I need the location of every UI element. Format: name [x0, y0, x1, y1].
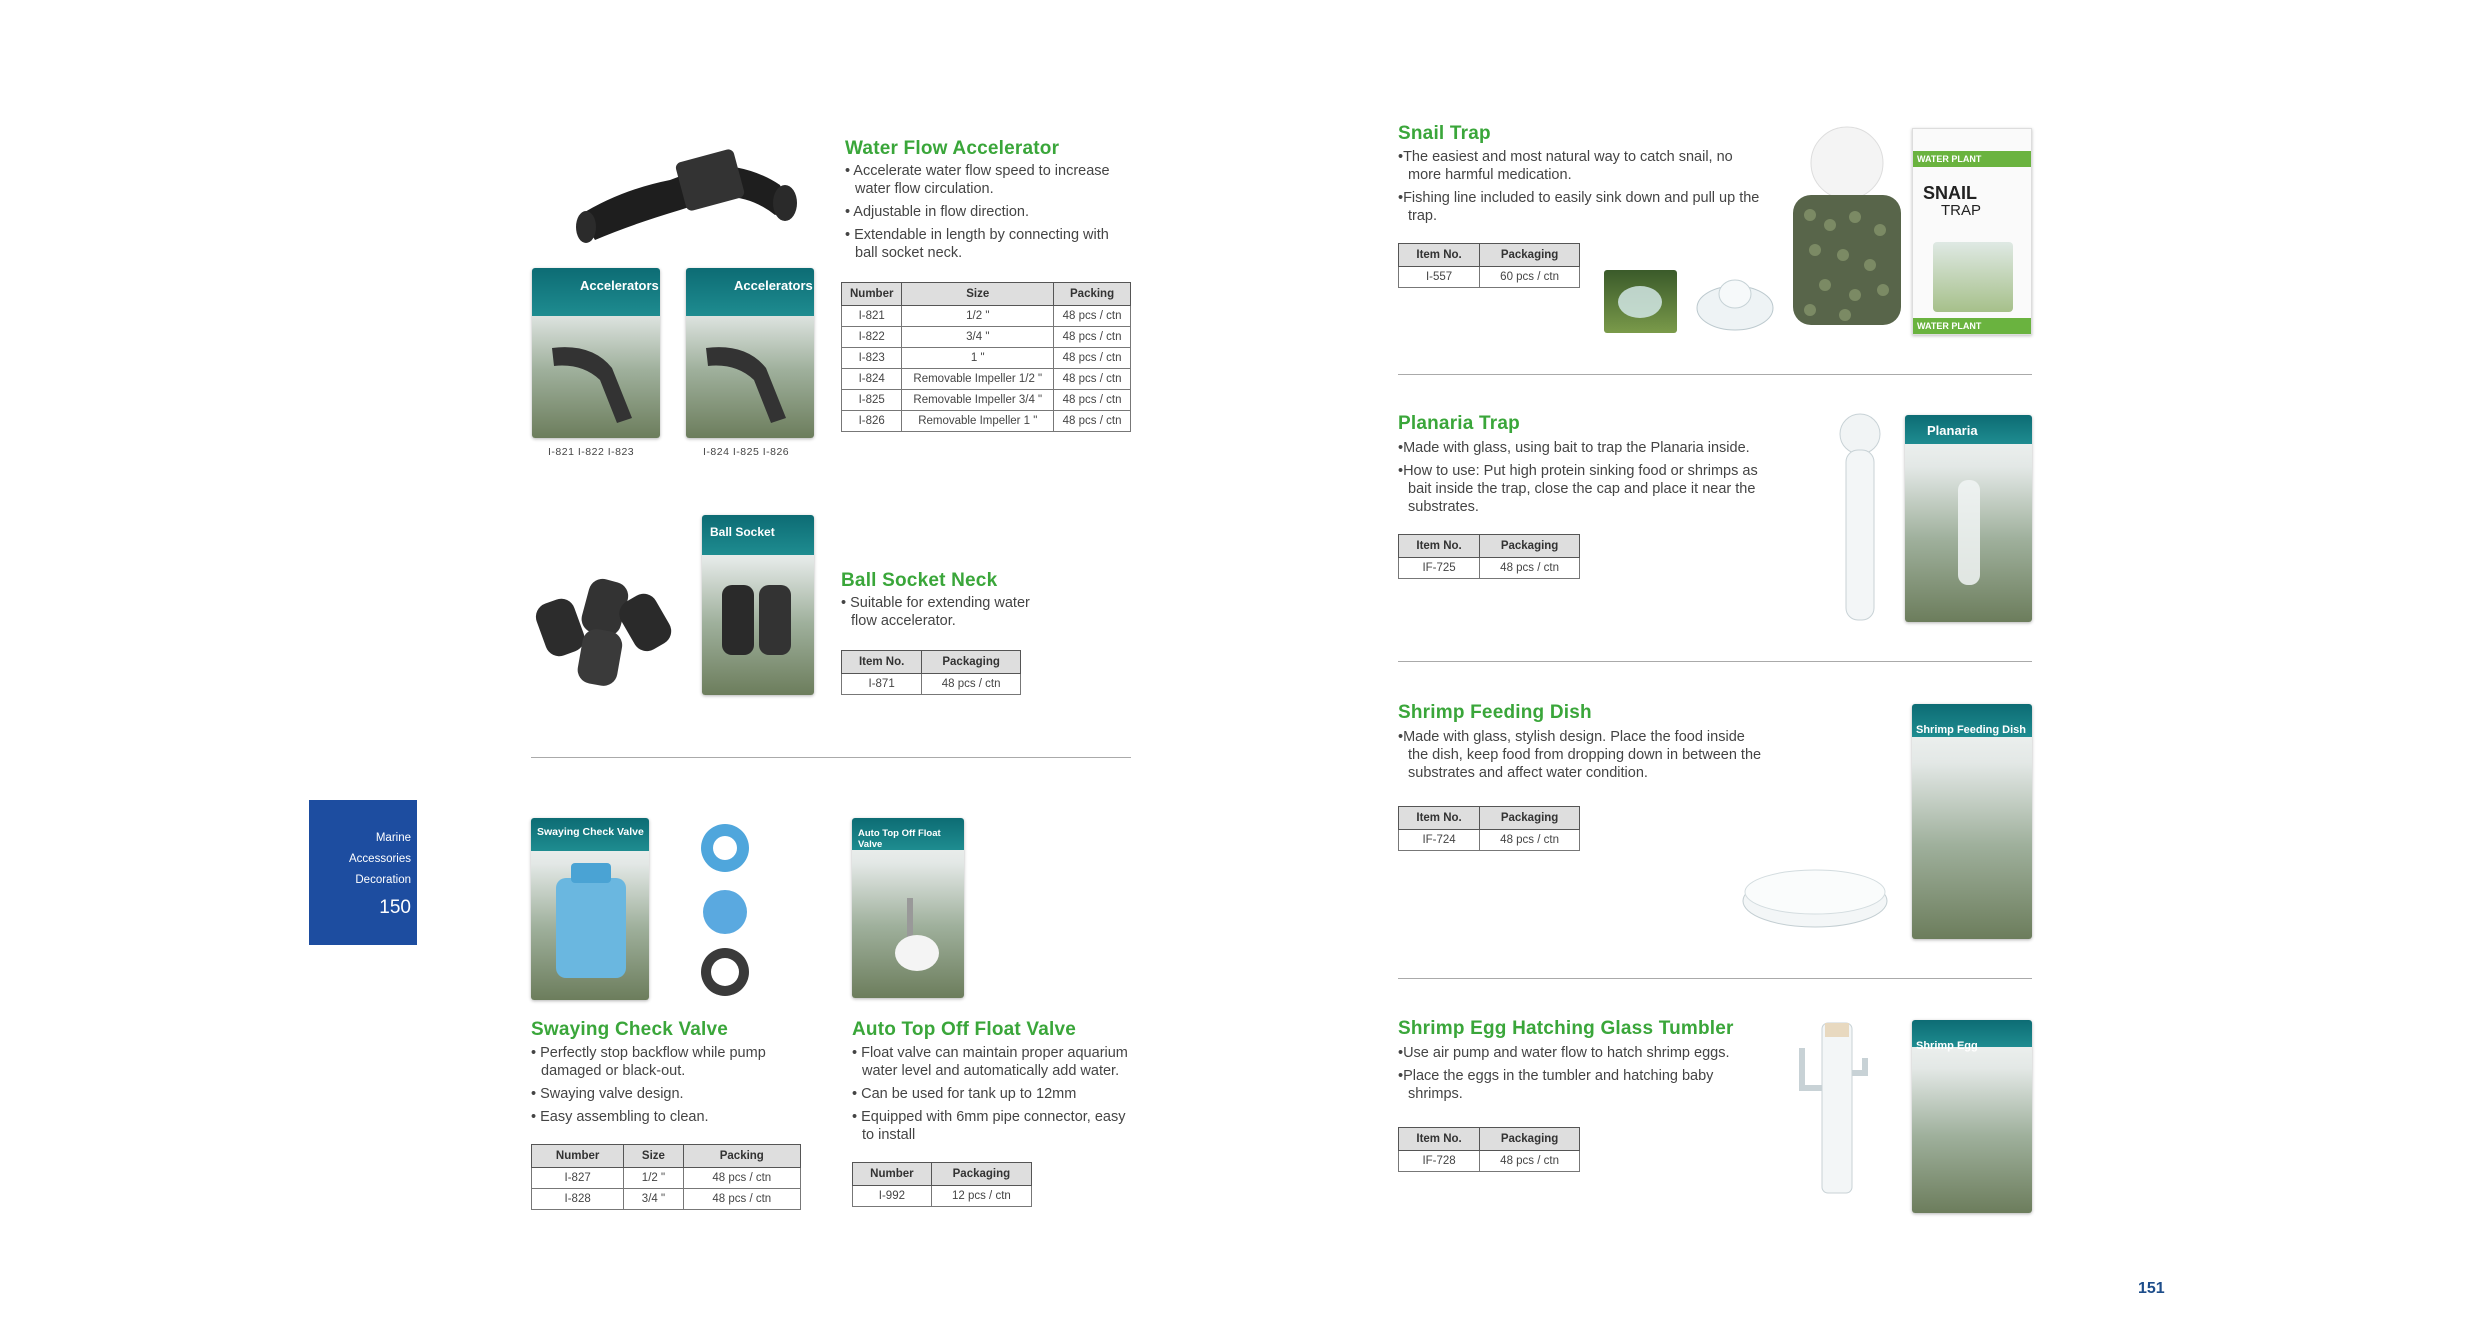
- table-cell: 1/2 ": [902, 306, 1054, 327]
- table-cell: IF-724: [1399, 830, 1480, 851]
- accelerator-package-1: [532, 268, 660, 438]
- table-header-cell: Packing: [1054, 283, 1131, 306]
- table-cell: I-827: [532, 1168, 624, 1189]
- table-cell: Removable Impeller 1 ": [902, 411, 1054, 432]
- section-side-tab: [309, 800, 417, 945]
- feeding-dish-package-label: Shrimp Feeding Dish: [1916, 724, 2027, 736]
- table-header-row: [842, 283, 1131, 306]
- page-number: 151: [2138, 1280, 2165, 1297]
- snail-box-label-2: TRAP: [1941, 202, 1982, 219]
- table-cell: I-825: [842, 390, 902, 411]
- table-row: [842, 674, 1021, 695]
- feeding-dish-bullets: [1398, 728, 1763, 787]
- table-cell: I-871: [842, 674, 922, 695]
- table-cell: I-823: [842, 348, 902, 369]
- feeding-dish-glass-image: [1740, 856, 1890, 931]
- auto-top-bullet: • Can be used for tank up to 12mm: [852, 1086, 1077, 1102]
- table-cell: 3/4 ": [624, 1189, 683, 1210]
- table-cell: 12 pcs / ctn: [931, 1186, 1031, 1207]
- water-flow-title: Water Flow Accelerator: [845, 138, 1060, 159]
- side-tab-line-1: Marine: [375, 832, 411, 844]
- table-row: [1399, 558, 1580, 579]
- planaria-trap-bullets: [1398, 439, 1758, 521]
- egg-tumbler-title: Shrimp Egg Hatching Glass Tumbler: [1398, 1018, 1734, 1039]
- auto-top-package: [852, 818, 964, 998]
- table-header-cell: Item No.: [1399, 535, 1480, 558]
- ball-socket-title: Ball Socket Neck: [841, 570, 998, 591]
- table-header-cell: Number: [842, 283, 902, 306]
- feeding-dish-bullet: •Made with glass, stylish design. Place the food inside the dish, keep food from dropping down in between the substrates and affect water condition.: [1398, 729, 1762, 781]
- swaying-valve-package-label: Swaying Check Valve: [537, 826, 644, 838]
- planaria-package-label: Planaria: [1927, 423, 1978, 438]
- table-header-cell: Item No.: [1399, 1128, 1480, 1151]
- table-row: [842, 390, 1131, 411]
- ball-socket-table: [841, 650, 1021, 695]
- table-row: [1399, 267, 1580, 288]
- table-row: [842, 306, 1131, 327]
- table-row: [842, 348, 1131, 369]
- ball-socket-bullets: [841, 594, 1031, 635]
- table-row: [853, 1186, 1032, 1207]
- table-header-cell: Number: [853, 1163, 932, 1186]
- table-cell: I-822: [842, 327, 902, 348]
- table-cell: 48 pcs / ctn: [1480, 558, 1580, 579]
- egg-tumbler-bullet: •Place the eggs in the tumbler and hatching baby shrimps.: [1398, 1068, 1714, 1102]
- egg-tumbler-package-label: Shrimp Egg: [1916, 1040, 1978, 1052]
- table-cell: I-828: [532, 1189, 624, 1210]
- auto-top-bullet: • Equipped with 6mm pipe connector, easy to install: [852, 1109, 1126, 1143]
- table-row: [842, 327, 1131, 348]
- table-cell: 48 pcs / ctn: [1054, 411, 1131, 432]
- table-cell: 48 pcs / ctn: [1054, 369, 1131, 390]
- side-tab-line-3: Decoration: [355, 874, 411, 886]
- auto-top-title: Auto Top Off Float Valve: [852, 1019, 1077, 1040]
- table-row: [1399, 1151, 1580, 1172]
- planaria-trap-table: [1398, 534, 1580, 579]
- table-cell: 48 pcs / ctn: [1054, 327, 1131, 348]
- table-header-row: [1399, 1128, 1580, 1151]
- table-header-cell: Size: [902, 283, 1054, 306]
- table-header-row: [1399, 244, 1580, 267]
- table-cell: 48 pcs / ctn: [1054, 348, 1131, 369]
- accelerator-caption-1: I-821 I-822 I-823: [548, 446, 635, 458]
- table-cell: I-826: [842, 411, 902, 432]
- accelerator-package-2-label: Accelerators: [734, 278, 813, 293]
- section-divider: [1398, 661, 2032, 662]
- accelerator-package-1-label: Accelerators: [580, 278, 659, 293]
- table-header-cell: Packaging: [922, 651, 1021, 674]
- ball-socket-product-image: [530, 570, 690, 700]
- snail-trap-title: Snail Trap: [1398, 123, 1491, 144]
- table-header-cell: Packaging: [1480, 535, 1580, 558]
- table-header-cell: Packaging: [1480, 244, 1580, 267]
- water-flow-bullets: [845, 162, 1135, 267]
- table-cell: Removable Impeller 1/2 ": [902, 369, 1054, 390]
- snail-trap-glass-image: [1690, 260, 1780, 340]
- table-cell: 48 pcs / ctn: [683, 1189, 800, 1210]
- table-cell: 48 pcs / ctn: [1480, 830, 1580, 851]
- feeding-dish-table: [1398, 806, 1580, 851]
- auto-top-bullet: • Float valve can maintain proper aquarium water level and automatically add water.: [852, 1045, 1128, 1079]
- snail-box-brand-bottom: WATER PLANT: [1913, 318, 2031, 334]
- auto-top-package-label: Auto Top Off Float Valve: [858, 828, 941, 850]
- table-header-cell: Packaging: [931, 1163, 1031, 1186]
- egg-tumbler-bullets: [1398, 1044, 1763, 1108]
- table-cell: I-557: [1399, 267, 1480, 288]
- snail-trap-photo: [1604, 270, 1677, 333]
- swaying-valve-bullet: • Easy assembling to clean.: [531, 1109, 709, 1125]
- feeding-dish-package: [1912, 704, 2032, 939]
- table-header-cell: Packing: [683, 1145, 800, 1168]
- planaria-trap-glass-image: [1830, 410, 1890, 625]
- water-flow-table: [841, 282, 1131, 432]
- snail-trap-bullets: [1398, 148, 1763, 230]
- swaying-valve-parts-image: [690, 820, 760, 1000]
- table-cell: Removable Impeller 3/4 ": [902, 390, 1054, 411]
- snail-trap-bullet: •Fishing line included to easily sink down and pull up the trap.: [1398, 190, 1760, 224]
- table-cell: 48 pcs / ctn: [1480, 1151, 1580, 1172]
- table-row: [1399, 830, 1580, 851]
- section-divider: [1398, 978, 2032, 979]
- table-header-row: [853, 1163, 1032, 1186]
- section-divider: [531, 757, 1131, 758]
- table-header-cell: Packaging: [1480, 807, 1580, 830]
- table-header-cell: Item No.: [1399, 244, 1480, 267]
- swaying-valve-title: Swaying Check Valve: [531, 1019, 729, 1040]
- planaria-trap-bullet: •Made with glass, using bait to trap the Planaria inside.: [1398, 440, 1750, 456]
- table-header-cell: Item No.: [1399, 807, 1480, 830]
- table-cell: 48 pcs / ctn: [1054, 306, 1131, 327]
- table-header-row: [1399, 807, 1580, 830]
- table-row: [842, 411, 1131, 432]
- table-header-row: [532, 1145, 801, 1168]
- table-cell: 48 pcs / ctn: [922, 674, 1021, 695]
- auto-top-bullets: [852, 1044, 1137, 1149]
- table-header-cell: Size: [624, 1145, 683, 1168]
- snail-box-label-1: SNAIL: [1923, 183, 1977, 203]
- egg-tumbler-bullet: •Use air pump and water flow to hatch shrimp eggs.: [1398, 1045, 1730, 1061]
- snail-trap-table: [1398, 243, 1580, 288]
- table-cell: IF-728: [1399, 1151, 1480, 1172]
- table-cell: I-824: [842, 369, 902, 390]
- snail-bait-jar-image: [1785, 125, 1910, 335]
- table-row: [532, 1189, 801, 1210]
- ball-socket-package: [702, 515, 814, 695]
- accelerator-caption-2: I-824 I-825 I-826: [703, 446, 790, 458]
- table-cell: IF-725: [1399, 558, 1480, 579]
- table-cell: I-992: [853, 1186, 932, 1207]
- table-cell: 1/2 ": [624, 1168, 683, 1189]
- snail-box-brand: WATER PLANT: [1913, 151, 2031, 167]
- section-divider: [1398, 374, 2032, 375]
- side-tab-page-number: 150: [379, 897, 411, 918]
- table-header-row: [842, 651, 1021, 674]
- table-row: [532, 1168, 801, 1189]
- table-header-cell: Number: [532, 1145, 624, 1168]
- table-cell: I-821: [842, 306, 902, 327]
- side-tab-line-2: Accessories: [349, 853, 411, 865]
- table-cell: 48 pcs / ctn: [683, 1168, 800, 1189]
- feeding-dish-title: Shrimp Feeding Dish: [1398, 702, 1592, 723]
- water-flow-bullet: • Accelerate water flow speed to increase water flow circulation.: [845, 163, 1110, 197]
- table-cell: 1 ": [902, 348, 1054, 369]
- swaying-valve-bullet: • Swaying valve design.: [531, 1086, 684, 1102]
- planaria-trap-title: Planaria Trap: [1398, 413, 1520, 434]
- table-cell: 48 pcs / ctn: [1054, 390, 1131, 411]
- water-flow-bullet: • Extendable in length by connecting with ball socket neck.: [845, 227, 1109, 261]
- planaria-trap-bullet: •How to use: Put high protein sinking food or shrimps as bait inside the trap, close the cap and place it near the substrates.: [1398, 463, 1758, 515]
- ball-socket-bullet: • Suitable for extending water flow accelerator.: [841, 595, 1030, 629]
- snail-trap-bullet: •The easiest and most natural way to catch snail, no more harmful medication.: [1398, 149, 1733, 183]
- ball-socket-package-label: Ball Socket: [710, 525, 775, 539]
- swaying-valve-table: [531, 1144, 801, 1210]
- egg-tumbler-glass-image: [1790, 1018, 1875, 1198]
- accelerator-package-2: [686, 268, 814, 438]
- swaying-valve-bullets: [531, 1044, 816, 1131]
- egg-tumbler-table: [1398, 1127, 1580, 1172]
- accelerator-product-image: [560, 135, 810, 245]
- table-cell: 3/4 ": [902, 327, 1054, 348]
- water-flow-bullet: • Adjustable in flow direction.: [845, 204, 1030, 220]
- snail-trap-box: [1912, 128, 2032, 335]
- table-cell: 60 pcs / ctn: [1480, 267, 1580, 288]
- swaying-valve-bullet: • Perfectly stop backflow while pump damaged or black-out.: [531, 1045, 766, 1079]
- table-header-cell: Packaging: [1480, 1128, 1580, 1151]
- auto-top-table: [852, 1162, 1032, 1207]
- table-header-row: [1399, 535, 1580, 558]
- table-header-cell: Item No.: [842, 651, 922, 674]
- planaria-trap-package: [1905, 415, 2032, 622]
- swaying-valve-package: [531, 818, 649, 1000]
- table-row: [842, 369, 1131, 390]
- egg-tumbler-package: [1912, 1020, 2032, 1213]
